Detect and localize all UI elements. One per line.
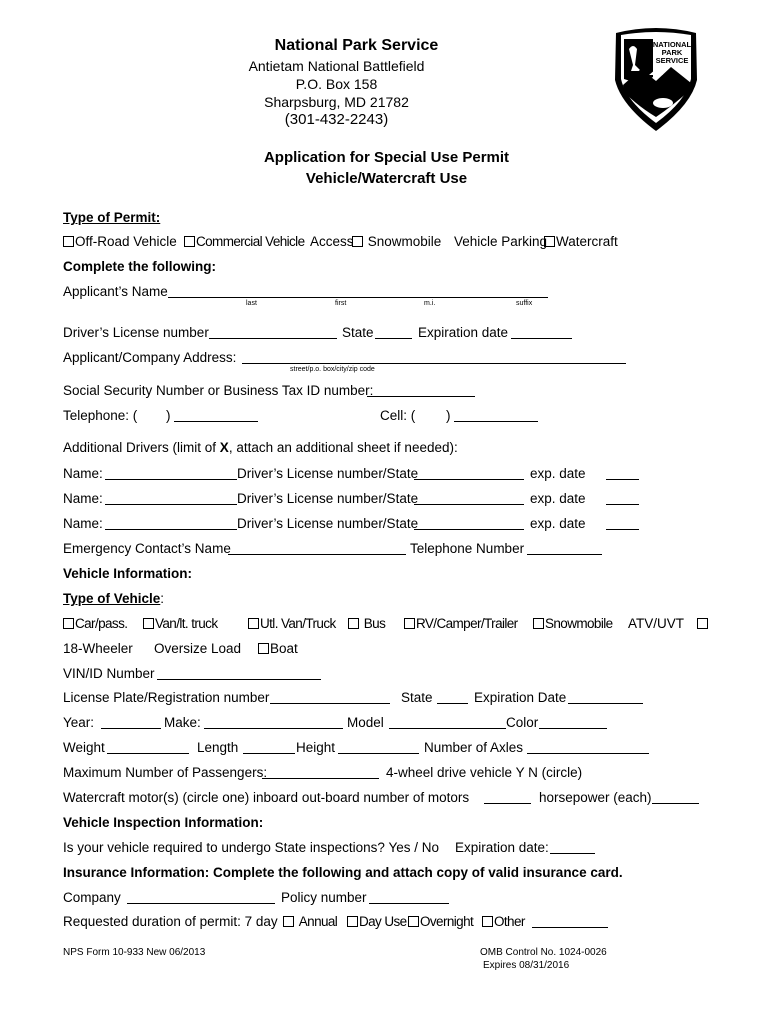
passengers-label: Maximum Number of Passengers: [63,765,268,780]
permit-commercial[interactable]: Commercial Vehicle [184,234,305,249]
inspection-heading: Vehicle Inspection Information: [63,815,264,830]
park-address-line2: P.O. Box 158 [295,76,378,92]
driver2-license-label: Driver’s License number/State [237,491,419,506]
park-address-line1: Antietam National Battlefield [248,58,425,74]
axles-label: Number of Axles [424,740,524,755]
vehicle-type-heading: Type of Vehicle: [63,591,165,606]
telephone-field[interactable] [174,421,258,422]
permit-snowmobile[interactable]: Snowmobile [352,234,441,249]
duration-other-field[interactable] [532,927,608,928]
driver3-name-label: Name: [63,516,103,531]
company-label: Company [63,890,121,905]
sub-label-mi: m.i. [424,300,436,307]
expiration-field[interactable] [511,338,572,339]
vehicle-oversize: Oversize Load [154,641,242,656]
permit-watercraft[interactable]: Watercraft [544,234,618,249]
make-label: Make: [164,715,201,730]
inspection-expiration-label: Expiration date: [455,840,549,855]
color-label: Color [506,715,539,730]
driver2-name-field[interactable] [105,504,237,505]
vin-label: VIN/ID Number [63,666,155,681]
plate-state-field[interactable] [437,703,468,704]
emergency-contact-label: Emergency Contact’s Name [63,541,231,556]
checkbox-icon[interactable] [347,916,358,927]
vehicle-van[interactable]: Van/lt. truck [143,616,217,631]
year-label: Year: [63,715,95,730]
inspection-expiration-field[interactable] [550,853,595,854]
logo-text-service: SERVICE [655,56,689,65]
length-label: Length [197,740,239,755]
applicant-name-field[interactable] [168,297,548,298]
driver1-exp-field[interactable] [606,479,639,480]
vehicle-bus[interactable]: Bus [348,616,385,631]
driver1-license-field[interactable] [414,479,524,480]
telephone-label: Telephone: ( [63,408,138,423]
duration-annual[interactable]: Annual [283,914,337,929]
cell-field[interactable] [454,421,538,422]
driver2-exp-field[interactable] [606,504,639,505]
height-label: Height [296,740,336,755]
company-field[interactable] [127,903,275,904]
weight-field[interactable] [107,753,189,754]
ssn-field[interactable] [367,396,475,397]
checkbox-icon[interactable] [248,618,259,629]
axles-field[interactable] [527,753,649,754]
plate-expiration-field[interactable] [568,703,643,704]
weight-label: Weight [63,740,105,755]
driver3-exp-label: exp. date [530,516,586,531]
model-label: Model [347,715,384,730]
length-field[interactable] [243,753,295,754]
checkbox-icon[interactable] [533,618,544,629]
vehicle-atv: ATV/UVT [628,616,685,631]
sub-label-suffix: suffix [516,300,533,307]
emergency-phone-label: Telephone Number [410,541,525,556]
permit-vehicle-parking: Vehicle Parking [454,234,548,249]
checkbox-icon[interactable] [143,618,154,629]
vehicle-utl-van[interactable]: Utl. Van/Truck [248,616,336,631]
state-label: State [342,325,374,340]
plate-expiration-label: Expiration Date [474,690,567,705]
plate-state-label: State [401,690,433,705]
sub-label-last: last [246,300,257,307]
checkbox-icon[interactable] [283,916,294,927]
driver3-license-field[interactable] [414,529,524,530]
ssn-label: Social Security Number or Business Tax ID number: [63,383,374,398]
passengers-field[interactable] [262,778,379,779]
emergency-phone-field[interactable] [527,554,602,555]
state-field[interactable] [375,338,412,339]
inspection-question: Is your vehicle required to undergo State inspections? Yes / No [63,840,439,855]
address-field[interactable] [242,363,626,364]
logo-text-national: NATIONAL [652,40,692,49]
logo-text-park: PARK [661,48,683,57]
driver1-name-field[interactable] [105,479,237,480]
vehicle-info-heading: Vehicle Information: [63,566,193,581]
duration-label: Requested duration of permit: 7 day [63,914,278,929]
complete-heading: Complete the following: [63,259,216,274]
nps-arrowhead-logo [611,25,701,133]
checkbox-icon[interactable] [482,916,493,927]
park-phone: (301-432-2243) [284,111,389,128]
form-title: Application for Special Use Permit [263,149,510,166]
watercraft-motor-label: Watercraft motor(s) (circle one) inboard out-board number of motors [63,790,470,805]
sub-label-first: first [335,300,347,307]
agency-name: National Park Service [274,37,439,54]
vehicle-atv-checkbox[interactable] [697,616,709,631]
emergency-contact-field[interactable] [228,554,406,555]
cell-paren: ) [446,408,451,423]
checkbox-icon[interactable] [258,643,269,654]
height-field[interactable] [338,753,419,754]
model-field[interactable] [389,728,506,729]
four-wheel-drive-label: 4-wheel drive vehicle Y N (circle) [386,765,583,780]
plate-label: License Plate/Registration number [63,690,270,705]
form-number: NPS Form 10-933 New 06/2013 [63,947,206,958]
additional-drivers-label: Additional Drivers (limit of X, attach an additional sheet if needed): [63,440,458,455]
driver2-license-field[interactable] [414,504,524,505]
checkbox-icon[interactable] [404,618,415,629]
vehicle-rv[interactable]: RV/Camper/Trailer [404,616,518,631]
address-label: Applicant/Company Address: [63,350,237,365]
cell-label: Cell: ( [380,408,416,423]
omb-expiration: Expires 08/31/2016 [483,960,570,971]
insurance-heading: Insurance Information: Complete the following and attach copy of valid insurance card. [63,865,623,880]
park-address-line3: Sharpsburg, MD 21782 [264,94,409,110]
applicant-name-label: Applicant’s Name [63,284,168,299]
driver2-exp-label: exp. date [530,491,586,506]
horsepower-field[interactable] [652,803,699,804]
policy-label: Policy number [281,890,367,905]
make-field[interactable] [204,728,343,729]
driver3-name-field[interactable] [105,529,237,530]
motors-field[interactable] [484,803,531,804]
vin-field[interactable] [157,679,321,680]
checkbox-icon[interactable] [697,618,708,629]
license-label: Driver’s License number [63,325,209,340]
driver1-exp-label: exp. date [530,466,586,481]
vehicle-snowmobile[interactable]: Snowmobile [533,616,613,631]
checkbox-icon[interactable] [544,236,555,247]
checkbox-icon[interactable] [63,618,74,629]
plate-field[interactable] [270,703,390,704]
driver1-name-label: Name: [63,466,103,481]
license-field[interactable] [209,338,337,339]
vehicle-boat[interactable]: Boat [258,641,298,656]
driver3-exp-field[interactable] [606,529,639,530]
checkbox-icon[interactable] [352,236,363,247]
omb-control: OMB Control No. 1024-0026 [480,947,607,958]
permit-access: Access [310,234,354,249]
driver2-name-label: Name: [63,491,103,506]
color-field[interactable] [539,728,607,729]
address-sub-label: street/p.o. box/city/zip code [290,366,375,373]
permit-off-road[interactable]: Off-Road Vehicle [63,234,177,249]
checkbox-icon[interactable] [184,236,195,247]
form-subtitle: Vehicle/Watercraft Use [305,170,468,187]
duration-overnight[interactable]: Overnight [408,914,473,929]
driver3-license-label: Driver’s License number/State [237,516,419,531]
policy-field[interactable] [369,903,449,904]
year-field[interactable] [101,728,161,729]
duration-day-use[interactable]: Day Use [347,914,407,929]
checkbox-icon[interactable] [63,236,74,247]
driver1-license-label: Driver’s License number/State [237,466,419,481]
permit-type-heading: Type of Permit: [63,210,161,225]
vehicle-car[interactable]: Car/pass. [63,616,127,631]
expiration-label: Expiration date [418,325,509,340]
horsepower-label: horsepower (each) [539,790,652,805]
checkbox-icon[interactable] [408,916,419,927]
telephone-paren: ) [166,408,171,423]
duration-other[interactable]: Other [482,914,525,929]
checkbox-icon[interactable] [348,618,359,629]
vehicle-18-wheeler: 18-Wheeler [63,641,133,656]
